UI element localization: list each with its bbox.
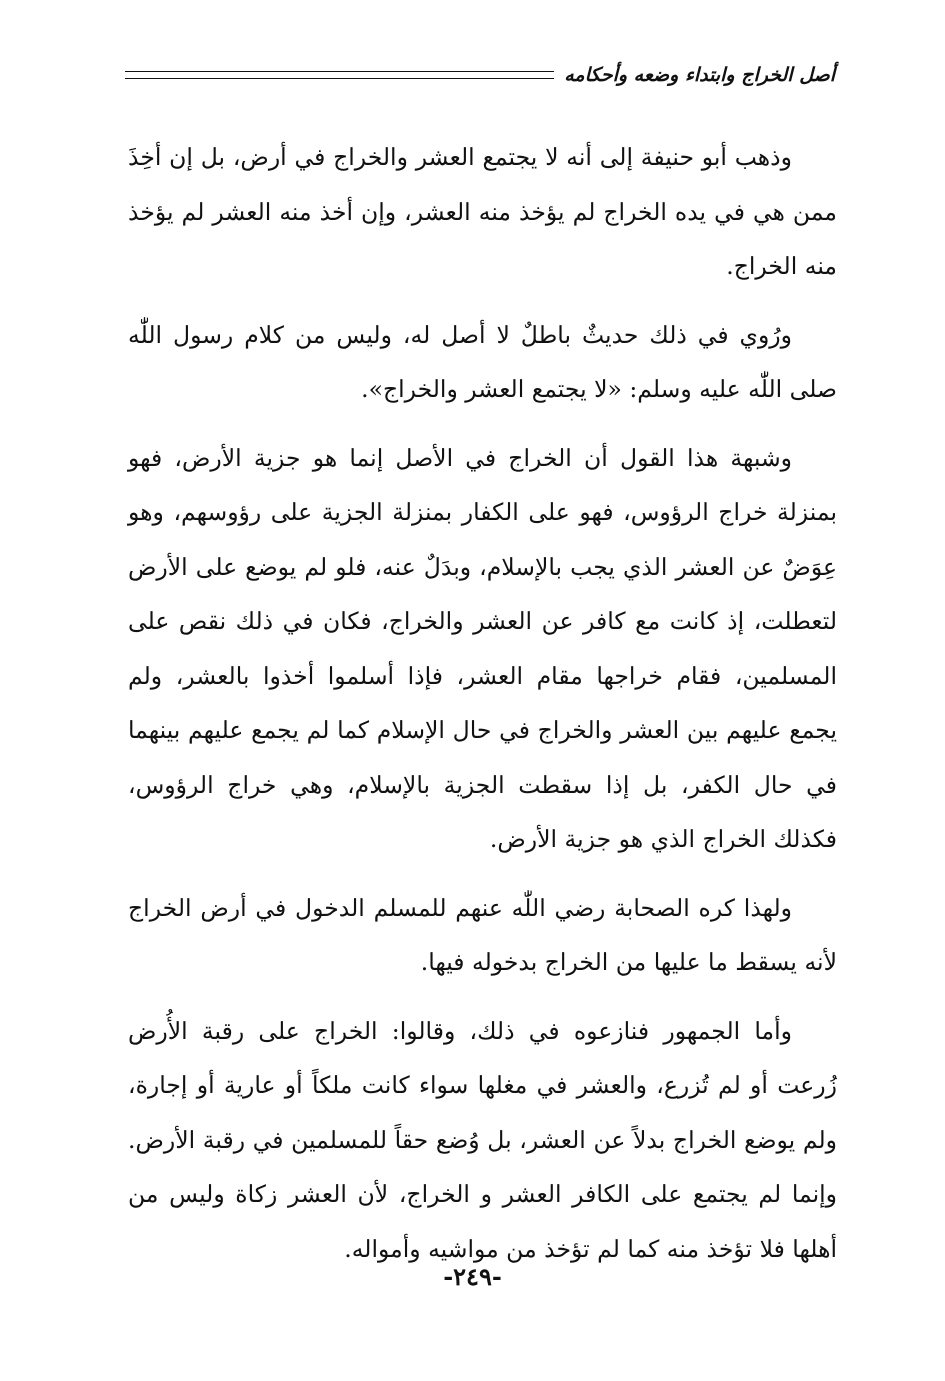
paragraph-majority: وأما الجمهور فنازعوه في ذلك، وقالوا: الخراج على رقبة الأُرض زُرعت أو لم تُزرع، والعشر في مغلها سواء كانت ملكاً أو عارية أو إجارة، ولم يوضع الخراج بدلاً عن العشر، بل وُضع حقاً للمسلمين في رقبة الأرض. وإنما لم يجتمع على الكافر العشر و الخراج، لأن العشر زكاة وليس من أهلها فلا تؤخذ منه كما لم تؤخذ من مواشيه وأمواله. [128, 1016, 837, 1263]
page-number: -٢٤٩- [443, 1262, 502, 1291]
paragraph-rationale: وشبهة هذا القول أن الخراج في الأصل إنما هو جزية الأرض، فهو بمنزلة خراج الرؤوس، فهو على الكفار بمنزلة الجزية على رؤوسهم، وهو عِوَضٌ عن العشر الذي يجب بالإسلام، وبدَلٌ عنه، فلو لم يوضع على الأرض لتعطلت، إذ كانت مع كافر عن العشر والخراج، فكان في ذلك نقص على المسلمين، فقام خراجها مقام العشر، فإذا أسلموا أخذوا بالعشر، ولم يجمع عليهم بين العشر والخراج في حال الإسلام كما لم يجمع عليهم بينهما في حال الكفر، بل إذا سقطت الجزية بالإسلام، وهي خراج الرؤوس، فكذلك الخراج الذي هو جزية الأرض. [128, 443, 837, 853]
header-double-rule [125, 71, 554, 79]
paragraph-hadith: ورُوي في ذلك حديثٌ باطلٌ لا أصل له، وليس من كلام رسول اللّٰه صلى اللّٰه عليه وسلم: «لا يجتمع العشر والخراج». [128, 320, 837, 403]
running-header [125, 60, 835, 90]
paragraph-abu-hanifa: وذهب أبو حنيفة إلى أنه لا يجتمع العشر والخراج في أرض، بل إن أخِذَ ممن هي في يده الخراج لم يؤخذ منه العشر، وإن أخذ منه العشر لم يؤخذ منه الخراج. [128, 143, 837, 280]
body-text [128, 130, 837, 1290]
running-title: أصل الخراج وابتداء وضعه وأحكامه [564, 64, 835, 86]
paragraph-companions: ولهذا كره الصحابة رضي اللّٰه عنهم للمسلم الدخول في أرض الخراج لأنه يسقط ما عليها من الخراج بدخوله فيها. [128, 893, 837, 976]
